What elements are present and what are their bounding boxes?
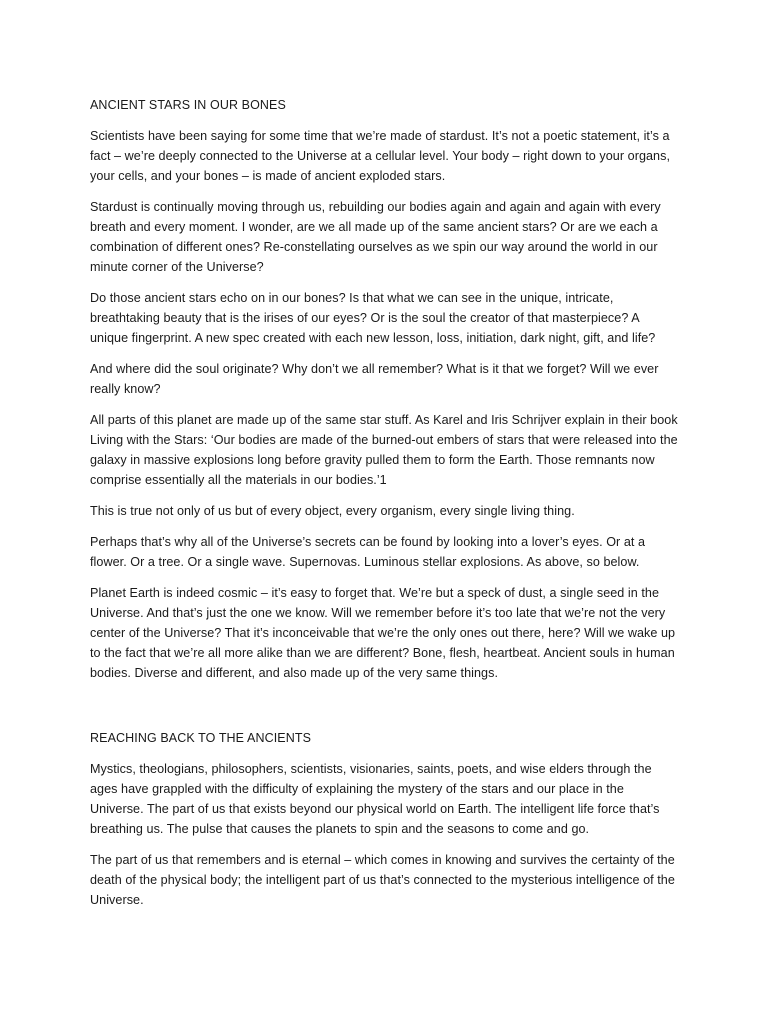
section-heading: REACHING BACK TO THE ANCIENTS bbox=[90, 731, 312, 745]
paragraph: And where did the soul originate? Why don’t we all remember? What is it that we forget? Will we ever really know? bbox=[90, 362, 659, 396]
paragraph: This is true not only of us but of every object, every organism, every single living thing. bbox=[90, 504, 575, 518]
document-page bbox=[90, 95, 680, 921]
paragraph: Perhaps that’s why all of the Universe’s secrets can be found by looking into a lover’s eyes. Or at a flower. Or a tree. Or a single wave. Supernovas. Luminous stellar explosions. As above, so below. bbox=[90, 535, 646, 569]
section-reaching-back bbox=[90, 728, 680, 910]
paragraph: Mystics, theologians, philosophers, scientists, visionaries, saints, poets, and wise elders through the ages have grappled with the difficulty of explaining the mystery of the stars and our place in the Universe. The part of us that exists beyond our physical world on Earth. The intelligent life force that’s breathing us. The pulse that causes the planets to spin and the seasons to come and go. bbox=[90, 762, 660, 836]
paragraph: Planet Earth is indeed cosmic – it’s easy to forget that. We’re but a speck of dust, a single seed in the Universe. And that’s just the one we know. Will we remember before it’s too late that we’re not the very center of the Universe? That it’s inconceivable that we’re the only ones out there, here? Will we wake up to the fact that we’re all more alike than we are different? Bone, flesh, heartbeat. Ancient souls in human bodies. Diverse and different, and also made up of the very same things. bbox=[90, 586, 676, 680]
paragraph: Stardust is continually moving through us, rebuilding our bodies again and again and again with every breath and every moment. I wonder, are we all made up of the same ancient stars? Or are we each a combination of different ones? Re-constellating ourselves as we spin our way around the world in our minute corner of the Universe? bbox=[90, 200, 661, 274]
paragraph: All parts of this planet are made up of the same star stuff. As Karel and Iris Schrijver explain in their book Living with the Stars: ‘Our bodies are made of the burned-out embers of stars that were released into the galaxy in massive explosions long before gravity pulled them to form the Earth. Those remnants now comprise essentially all the materials in our bodies.’1 bbox=[90, 413, 678, 487]
section-ancient-stars bbox=[90, 95, 680, 683]
section-spacer bbox=[90, 694, 680, 728]
section-heading: ANCIENT STARS IN OUR BONES bbox=[90, 98, 286, 112]
paragraph: Do those ancient stars echo on in our bones? Is that what we can see in the unique, intricate, breathtaking beauty that is the irises of our eyes? Or is the soul the creator of that masterpiece? A unique fingerprint. A new spec created with each new lesson, loss, initiation, dark night, gift, and life? bbox=[90, 291, 656, 345]
paragraph: Scientists have been saying for some time that we’re made of stardust. It’s not a poetic statement, it’s a fact – we’re deeply connected to the Universe at a cellular level. Your body – right down to your organs, your cells, and your bones – is made of ancient exploded stars. bbox=[90, 129, 671, 183]
paragraph: The part of us that remembers and is eternal – which comes in knowing and survives the certainty of the death of the physical body; the intelligent part of us that’s connected to the mysterious intelligence of the Universe. bbox=[90, 853, 675, 907]
